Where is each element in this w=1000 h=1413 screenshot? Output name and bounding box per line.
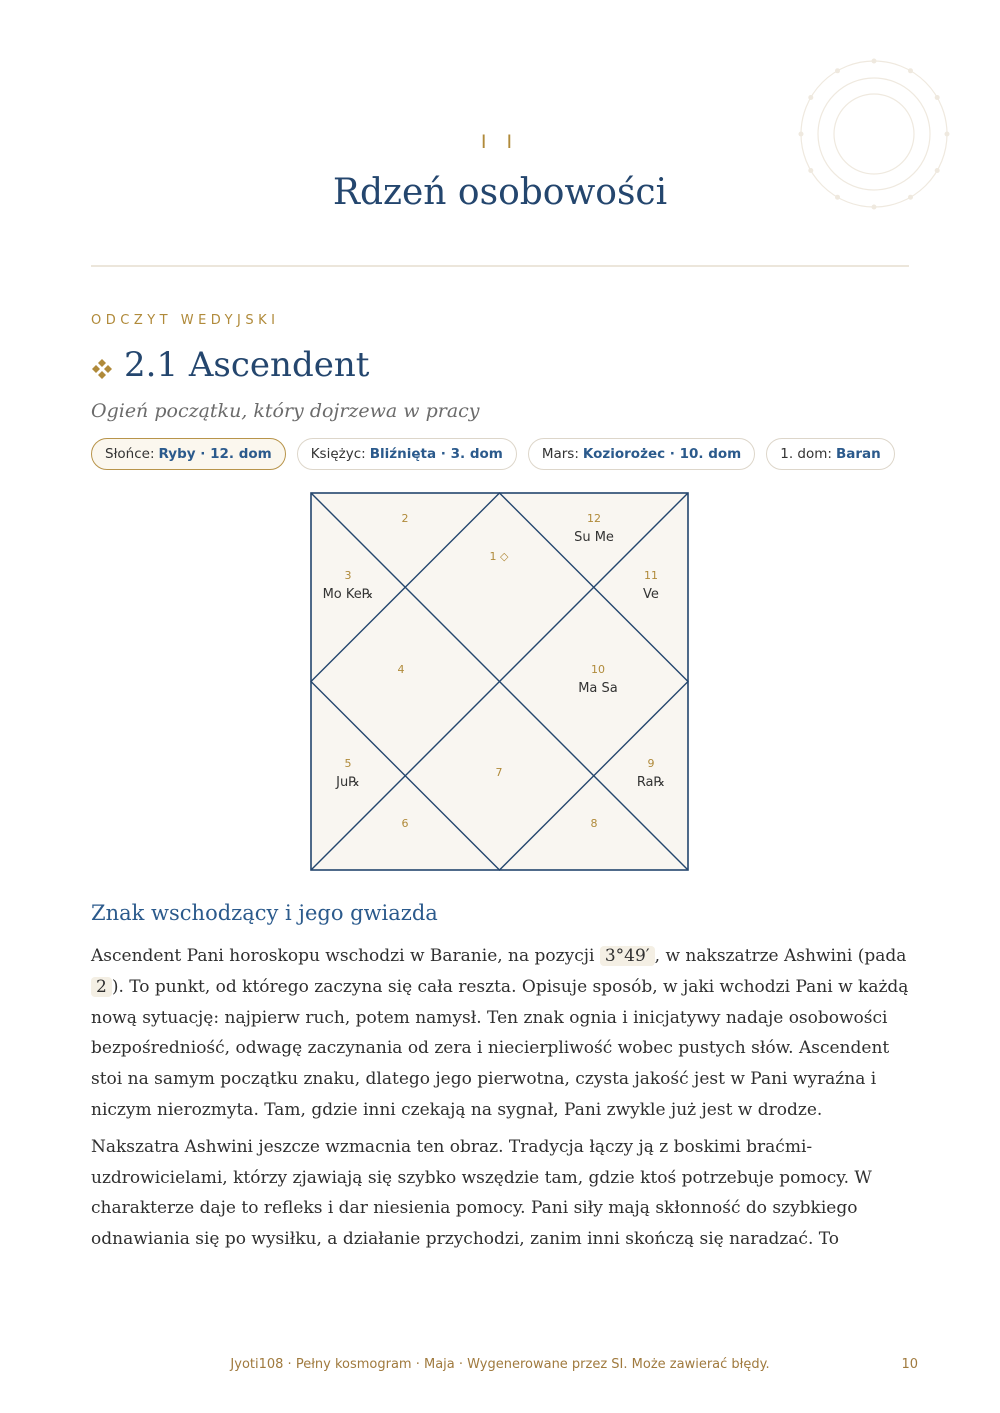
house-10-number: 10 <box>591 663 605 676</box>
house-1-number: 1 ◇ <box>489 550 509 563</box>
pill-label: Słońce: <box>105 446 155 462</box>
house-3-number: 3 <box>344 569 352 582</box>
pada-highlight: 2 <box>91 977 112 997</box>
house-8-number: 8 <box>590 817 598 830</box>
section-eyebrow: ODCZYT WEDYJSKI <box>91 313 280 328</box>
house-12-number: 12 <box>587 512 601 525</box>
pill-first-house <box>766 438 894 470</box>
house-5-number: 5 <box>344 757 352 770</box>
pill-value: Ryby · 12. dom <box>158 446 272 462</box>
section-subtitle: Ogień początku, który dojrzewa w pracy <box>91 400 480 422</box>
page-number: 10 <box>901 1357 918 1372</box>
house-6-number: 6 <box>401 817 409 830</box>
content-heading: Znak wschodzący i jego gwiazda <box>91 901 438 925</box>
divider <box>91 265 909 267</box>
page-footer: Jyoti108 · Pełny kosmogram · Maja · Wygenerowane przez SI. Może zawierać błędy. <box>230 1357 770 1372</box>
house-11-planets: Ve <box>643 587 659 602</box>
house-11-number: 11 <box>644 569 658 582</box>
diamond-ornament-icon <box>91 358 113 380</box>
pill-value: Bliźnięta · 3. dom <box>369 446 503 462</box>
text-run: Ascendent Pani horoskopu wschodzi w Baranie, na pozycji <box>91 946 600 966</box>
text-run: , w nakszatrze Ashwini (pada <box>654 946 907 966</box>
degree-highlight: 3°49′ <box>600 946 655 966</box>
pill-moon <box>297 438 517 470</box>
house-9-number: 9 <box>647 757 655 770</box>
pill-value: Koziorożec · 10. dom <box>582 446 742 462</box>
chapter-number: I I <box>480 131 520 153</box>
paragraph: Nakszatra Ashwini jeszcze wzmacnia ten obraz. Tradycja łączy ją z boskimi braćmi-uzdrowicielami, którzy zjawiają się szybko wszędzie tam, gdzie ktoś potrzebuje pomocy. W charakterze daje to refleks i dar niesienia pomocy. Pani siły mają skłonność do szybkiego odnawiania się po wysiłku, a działanie przychodzi, zanim inni skończą się naradzać. To <box>91 1136 872 1250</box>
north-indian-birth-chart <box>310 492 689 871</box>
house-3-planets: Mo Ke℞ <box>322 587 374 602</box>
section-heading <box>91 342 369 388</box>
text-run: ). To punkt, od którego zaczyna się cała reszta. Opisuje sposób, w jaki wchodzi Pani w każdą nową sytuację: najpierw ruch, potem namysł. Ten znak ognia i inicjatywy nadaje osobowości bezpośredniość, odwagę zaczynania od zera i niecierpliwość wobec pustych słów. Ascendent stoi na samym początku znaku, dlatego jego pierwotna, czysta jakość jest w Pani wyraźna i niczym nierozmyta. Tam, gdzie inni czekają na sygnał, Pani zwykle już jest w drodze. <box>91 976 909 1120</box>
pill-value: Baran <box>835 446 881 462</box>
pill-label: 1. dom: <box>780 446 832 462</box>
house-2-number: 2 <box>401 512 409 525</box>
house-9-planets: Ra℞ <box>636 775 666 790</box>
placement-pills <box>91 438 906 470</box>
house-12-planets: Su Me <box>574 530 614 545</box>
section-title: 2.1 Ascendent <box>124 345 370 385</box>
pill-label: Mars: <box>541 446 579 462</box>
house-7-number: 7 <box>495 766 503 779</box>
pill-label: Księżyc: <box>310 446 366 462</box>
chapter-title: Rdzeń osobowości <box>332 172 668 213</box>
pill-mars <box>528 438 755 470</box>
paragraph <box>91 941 911 1126</box>
pill-sun <box>91 438 286 470</box>
house-10-planets: Ma Sa <box>578 681 618 696</box>
house-5-planets: Ju℞ <box>336 775 360 790</box>
house-4-number: 4 <box>397 663 405 676</box>
body-text <box>91 941 911 1261</box>
